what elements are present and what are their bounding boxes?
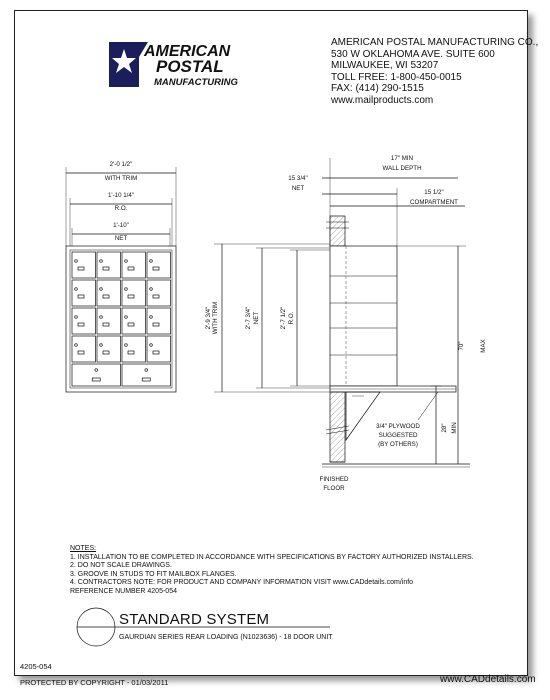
- height-ro-label: R.O.: [288, 311, 295, 325]
- height-net-value: 2'-7 3/4": [245, 306, 252, 330]
- company-phone: TOLL FREE: 1-800-450-0015: [331, 71, 462, 83]
- company-website[interactable]: www.mailproducts.com: [331, 94, 434, 106]
- company-fax: FAX: (414) 290-1515: [331, 83, 424, 94]
- min-height-label: MIN: [451, 422, 458, 434]
- note-item: 3. GROOVE IN STUDS TO FIT MAILBOX FLANGES.: [70, 570, 237, 578]
- width-ro-value: 1'-10 1/4": [107, 192, 135, 199]
- reference-number: 4205-054: [20, 662, 52, 671]
- min-height-value: 28": [441, 423, 448, 433]
- copyright-notice: PROTECTED BY COPYRIGHT - 01/03/2011: [20, 678, 169, 687]
- height-ro-value: 2'-7 1/2": [280, 306, 287, 330]
- company-address-2: MILWAUKEE, WI 53207: [331, 60, 439, 71]
- height-trim-value: 2'-9 3/4": [205, 306, 212, 330]
- logo-line3: MANUFACTURING: [154, 77, 238, 88]
- company-name: AMERICAN POSTAL MANUFACTURING CO.,: [331, 37, 539, 48]
- notes-heading: NOTES:: [70, 545, 97, 552]
- company-address-1: 530 W OKLAHOMA AVE. SUITE 600: [331, 48, 495, 60]
- wall-depth-value: 17" MIN: [390, 155, 414, 162]
- compartment-label: COMPARTMENT: [410, 199, 458, 206]
- caddetails-link[interactable]: www.CADdetails.com: [440, 674, 536, 685]
- width-ro-label: R.O.: [114, 205, 128, 212]
- finished-floor-1: FINISHED: [319, 476, 349, 483]
- drawing-title: STANDARD SYSTEM: [119, 611, 270, 628]
- height-net-label: NET: [253, 311, 260, 325]
- finished-floor-2: FLOOR: [323, 485, 345, 492]
- width-trim-value: 2'-0 1/2": [109, 161, 133, 168]
- logo-line1: AMERICAN: [144, 43, 231, 60]
- width-trim-label: WITH TRIM: [104, 175, 138, 182]
- drawing-subtitle: GAURDIAN SERIES REAR LOADING (N1023636) - 18 DOOR UNIT: [119, 634, 333, 641]
- plywood-note-1: 3/4" PLYWOOD: [376, 423, 420, 430]
- max-height-value: 70": [458, 341, 465, 351]
- logo-line2: POSTAL: [156, 57, 224, 76]
- wall-depth-label: WALL DEPTH: [382, 165, 422, 172]
- plywood-note-2: SUGGESTED: [378, 432, 418, 439]
- net-depth-value: 15 3/4": [288, 175, 308, 182]
- notes-section: [70, 545, 474, 597]
- height-trim-label: WITH TRIM: [212, 301, 219, 335]
- width-net-label: NET: [114, 235, 128, 242]
- note-item: 2. DO NOT SCALE DRAWINGS.: [70, 562, 172, 570]
- note-item: 4. CONTRACTORS NOTE: FOR PRODUCT AND COMPANY INFORMATION VISIT www.CADdetails.com/info: [70, 579, 414, 587]
- note-item: REFERENCE NUMBER 4205-054: [70, 587, 177, 595]
- width-net-value: 1'-10": [113, 222, 129, 229]
- max-height-label: MAX: [480, 339, 487, 353]
- net-depth-label: NET: [291, 185, 305, 192]
- compartment-value: 15 1/2": [424, 189, 444, 196]
- note-item: 1. INSTALLATION TO BE COMPLETED IN ACCORDANCE WITH SPECIFICATIONS BY FACTORY AUTHORIZED INSTALLERS.: [70, 553, 474, 561]
- plywood-note-3: (BY OTHERS): [378, 441, 418, 448]
- front-view: [66, 167, 176, 392]
